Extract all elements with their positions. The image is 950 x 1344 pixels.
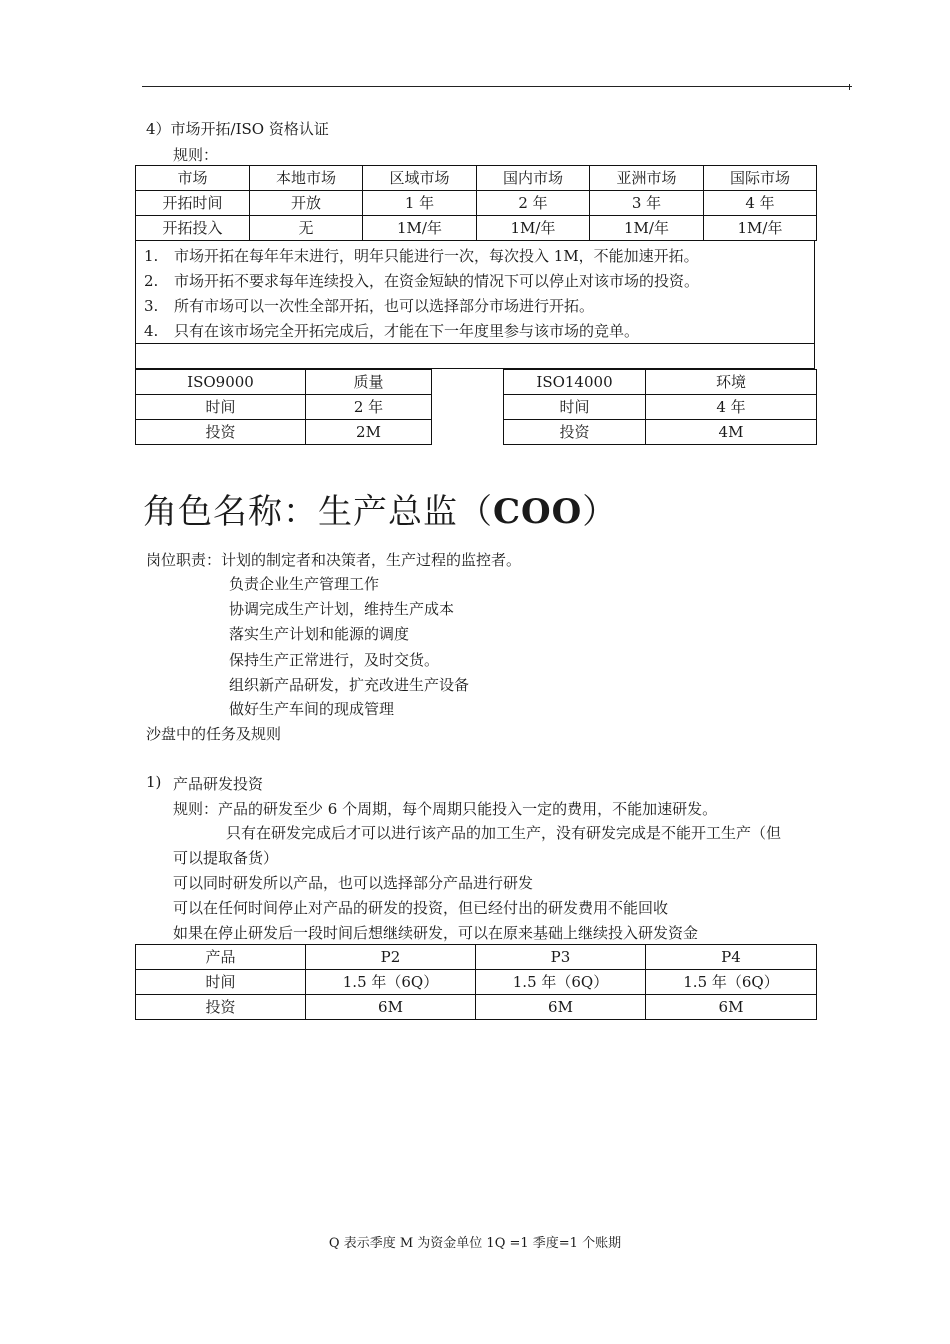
market-notes [135,241,815,343]
duty-item: 落实生产计划和能源的调度 [229,625,410,643]
table-row [504,370,817,395]
table-row [136,395,432,420]
table-cell: 投资 [136,420,306,445]
table-cell: ISO9000 [136,370,306,395]
table-cell: 4M [646,420,817,445]
table-cell: 6M [476,995,646,1020]
header-rule-tick [849,84,850,90]
table-row [136,370,432,395]
duty-item: 做好生产车间的现成管理 [229,700,395,718]
note-item: 4. 只有在该市场完全开拓完成后，才能在下一年度里参与该市场的竞单。 [144,322,640,340]
duty-label: 岗位职责：计划的制定者和决策者，生产过程的监控者。 [146,551,522,569]
role-title-prefix: 角色名称：生产总监（ [143,492,493,532]
table-cell: 市场 [136,166,250,191]
duty-item: 负责企业生产管理工作 [229,575,380,593]
blank-table-row [135,343,815,369]
table-cell: 环境 [646,370,817,395]
table-cell: 开拓投入 [136,216,250,241]
table-cell: 2M [306,420,432,445]
table-cell: 1M/年 [477,216,590,241]
table-cell: 时间 [504,395,646,420]
table-cell: 1M/年 [590,216,704,241]
table-row [136,216,817,241]
market-table [135,165,817,241]
table-row [136,191,817,216]
table-cell: 国内市场 [477,166,590,191]
rule-line: 可以提取备货） [173,849,279,867]
table-cell: 1M/年 [363,216,477,241]
section4-heading: 4）市场开拓/ISO 资格认证 [146,120,329,138]
table-cell: 1.5 年（6Q） [306,970,476,995]
table-cell: 无 [250,216,363,241]
duty-item: 组织新产品研发，扩充改进生产设备 [229,676,470,694]
table-cell: 4 年 [646,395,817,420]
table-cell: 4 年 [704,191,817,216]
table-row [136,995,817,1020]
table-cell: 6M [646,995,817,1020]
table-cell: 国际市场 [704,166,817,191]
rule-line: 可以在任何时间停止对产品的研发的投资，但已经付出的研发费用不能回收 [173,899,669,917]
table-cell: 时间 [136,970,306,995]
table-cell: 6M [306,995,476,1020]
iso9000-table [135,369,432,445]
market-table-header [136,166,817,191]
table-cell: 时间 [136,395,306,420]
table-cell: 1M/年 [704,216,817,241]
table-cell: 亚洲市场 [590,166,704,191]
table-cell: P3 [476,945,646,970]
duty-item: 保持生产正常进行，及时交货。 [229,651,440,669]
rule-line: 规则：产品的研发至少 6 个周期，每个周期只能投入一定的费用，不能加速研发。 [173,800,718,818]
table-row [136,420,432,445]
table-cell: 投资 [136,995,306,1020]
iso14000-table [503,369,817,445]
duty-item: 协调完成生产计划，维持生产成本 [229,600,455,618]
note-item: 1. 市场开拓在每年年末进行，明年只能进行一次，每次投入 1M，不能加速开拓。 [144,247,699,265]
header-rule [142,86,852,87]
table-cell: 开放 [250,191,363,216]
section1-heading-num: 1) [146,773,162,791]
role-title-suffix: ） [582,492,618,532]
table-cell: 开拓时间 [136,191,250,216]
table-cell: 1.5 年（6Q） [646,970,817,995]
table-cell: 区域市场 [363,166,477,191]
rule-line: 只有在研发完成后才可以进行该产品的加工生产，没有研发完成是不能开工生产（但 [226,824,782,842]
product-table-header [136,945,817,970]
table-cell: 产品 [136,945,306,970]
table-cell: P4 [646,945,817,970]
table-cell: P2 [306,945,476,970]
note-item: 3. 所有市场可以一次性全部开拓，也可以选择部分市场进行开拓。 [144,297,595,315]
tasks-label: 沙盘中的任务及规则 [146,725,282,743]
section1-heading: 产品研发投资 [173,775,264,793]
table-row [504,420,817,445]
table-cell: ISO14000 [504,370,646,395]
rule-line: 可以同时研发所以产品，也可以选择部分产品进行研发 [173,874,534,892]
role-title-code: COO [493,492,583,532]
table-cell: 3 年 [590,191,704,216]
table-cell: 1.5 年（6Q） [476,970,646,995]
table-cell: 本地市场 [250,166,363,191]
rules-label: 规则： [173,146,219,164]
page-footer: Q 表示季度 M 为资金单位 1Q =1 季度=1 个账期 [328,1236,622,1251]
rule-line: 如果在停止研发后一段时间后想继续研发，可以在原来基础上继续投入研发资金 [173,924,699,942]
table-cell: 1 年 [363,191,477,216]
note-item: 2. 市场开拓不要求每年连续投入，在资金短缺的情况下可以停止对该市场的投资。 [144,272,700,290]
table-row [504,395,817,420]
product-table [135,944,817,1020]
table-cell: 质量 [306,370,432,395]
role-title [143,484,617,533]
table-row [136,970,817,995]
table-cell: 2 年 [477,191,590,216]
table-cell: 2 年 [306,395,432,420]
table-cell: 投资 [504,420,646,445]
